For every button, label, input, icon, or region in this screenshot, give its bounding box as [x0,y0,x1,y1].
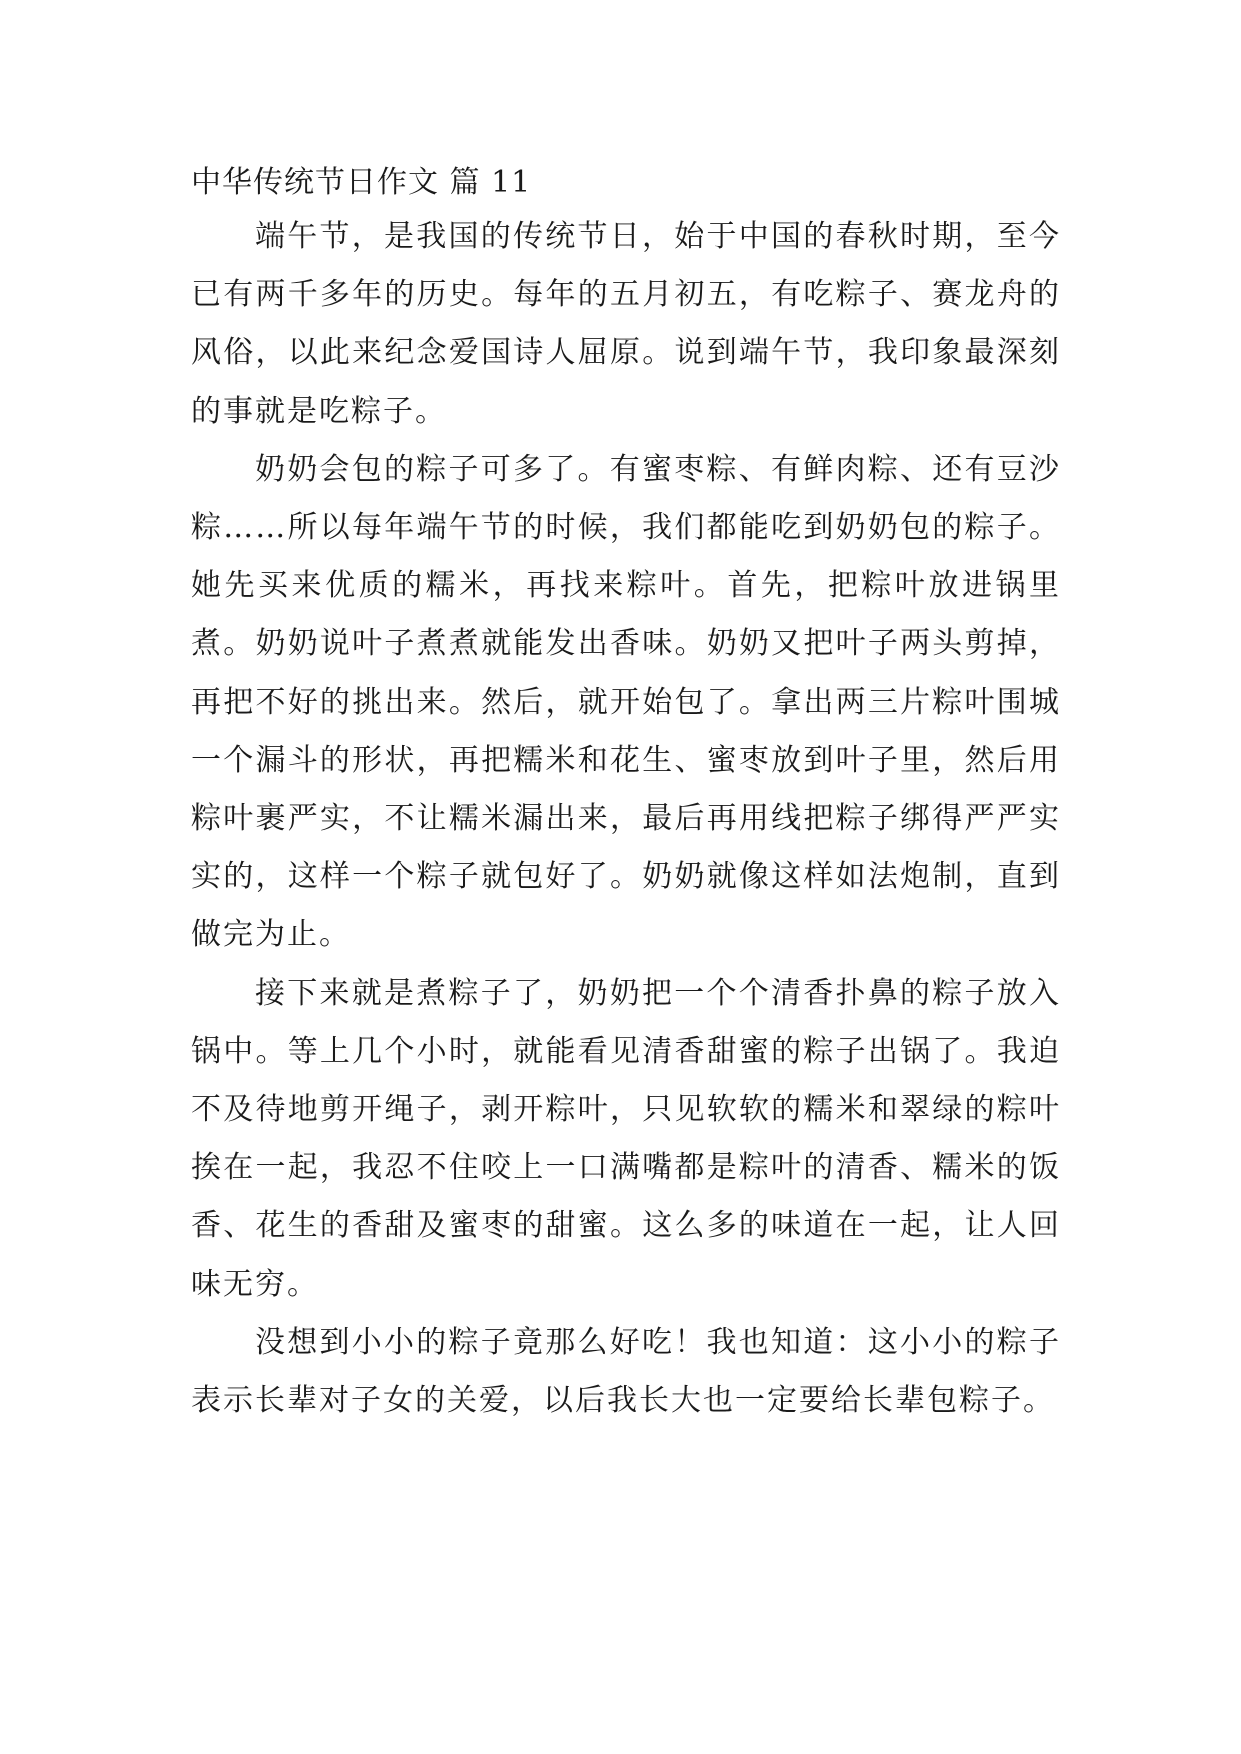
document-body [191,208,1061,1430]
paragraph: 奶奶会包的粽子可多了。有蜜枣粽、有鲜肉粽、还有豆沙粽……所以每年端午节的时候，我们都能吃到奶奶包的粽子。她先买来优质的糯米，再找来粽叶。首先，把粽叶放进锅里煮。奶奶说叶子煮煮就能发出香味。奶奶又把叶子两头剪掉，再把不好的挑出来。然后，就开始包了。拿出两三片粽叶围城一个漏斗的形状，再把糯米和花生、蜜枣放到叶子里，然后用粽叶裹严实，不让糯米漏出来，最后再用线把粽子绑得严严实实的，这样一个粽子就包好了。奶奶就像这样如法炮制，直到做完为止。 [191,451,1061,953]
paragraph: 端午节，是我国的传统节日，始于中国的春秋时期，至今已有两千多年的历史。每年的五月初五，有吃粽子、赛龙舟的风俗，以此来纪念爱国诗人屈原。说到端午节，我印象最深刻的事就是吃粽子。 [191,219,1061,429]
document-title: 中华传统节日作文 篇 11 [191,165,532,200]
paragraph: 接下来就是煮粽子了，奶奶把一个个清香扑鼻的粽子放入锅中。等上几个小时，就能看见清香甜蜜的粽子出锅了。我迫不及待地剪开绳子，剥开粽叶，只见软软的糯米和翠绿的粽叶挨在一起，我忍不住咬上一口满嘴都是粽叶的清香、糯米的饭香、花生的香甜及蜜枣的甜蜜。这么多的味道在一起，让人回味无穷。 [191,975,1061,1302]
paragraph: 没想到小小的粽子竟那么好吃！我也知道：这小小的粽子表示长辈对子女的关爱，以后我长大也一定要给长辈包粽子。 [191,1324,1061,1419]
